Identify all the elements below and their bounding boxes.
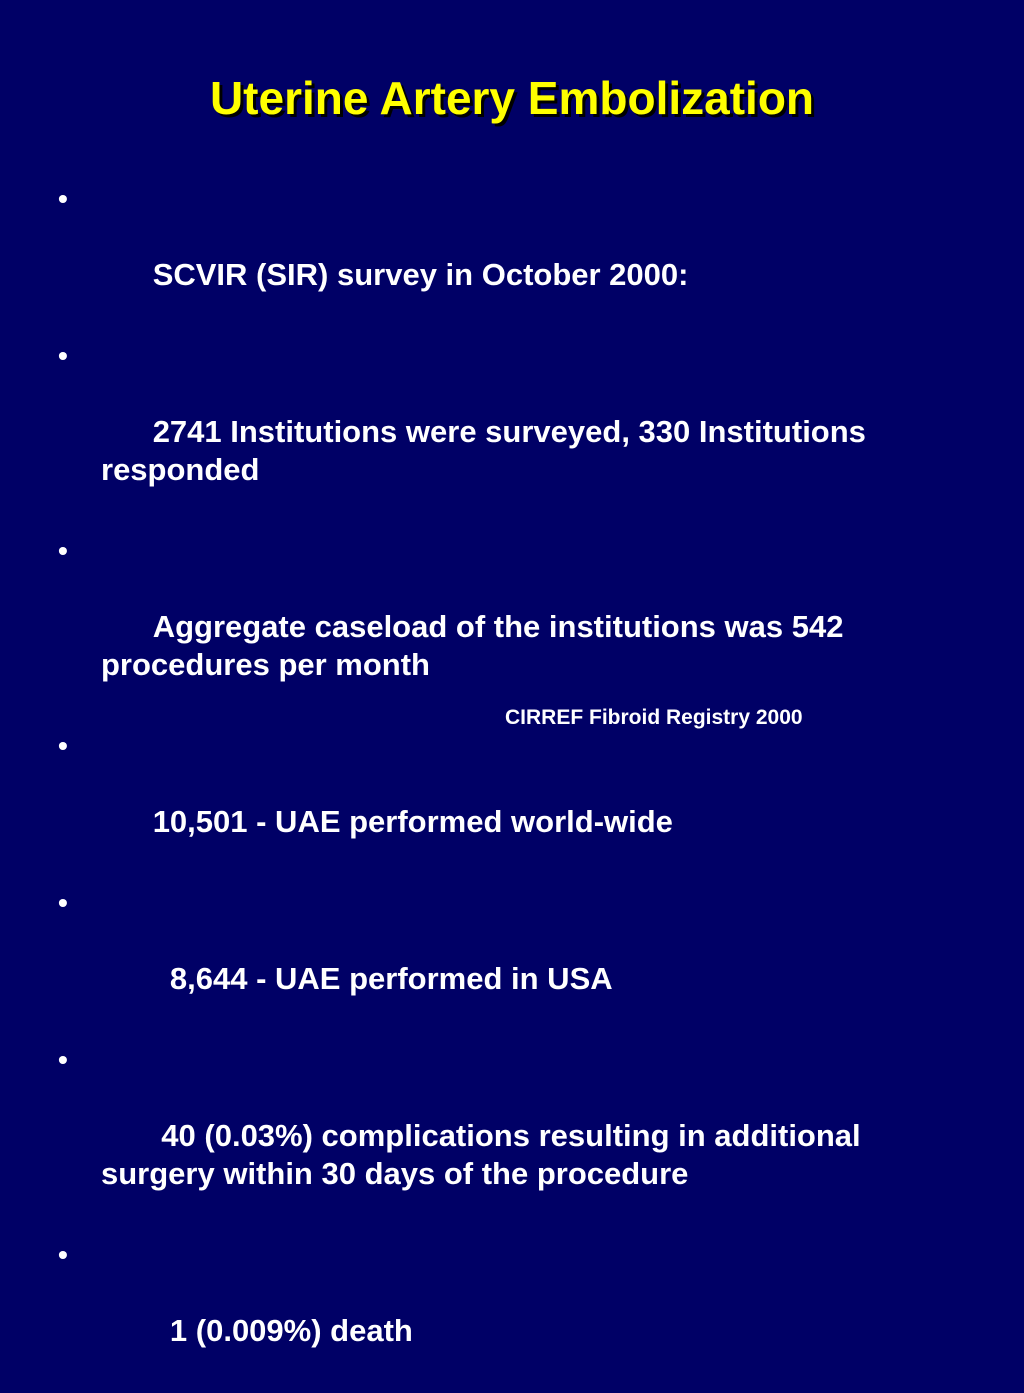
bullet-text: 10,501 - UAE performed world-wide: [152, 804, 673, 839]
bullet-dot-icon: •: [58, 183, 68, 214]
bullet-text: Aggregate caseload of the institutions was 542 procedures per month: [101, 609, 853, 682]
bullet-text: 8,644 - UAE performed in USA: [152, 961, 613, 996]
bullet-text: SCVIR (SIR) survey in October 2000:: [152, 257, 689, 292]
bullet-item: [58, 180, 958, 332]
bullet-item: [58, 1041, 958, 1231]
bullet-item: [58, 1236, 958, 1388]
bullet-item: [58, 337, 958, 527]
bullet-dot-icon: •: [58, 340, 68, 371]
bullet-text: 1 (0.009%) death: [152, 1313, 413, 1348]
bullet-dot-icon: •: [58, 1239, 68, 1270]
bullet-dot-icon: •: [58, 887, 68, 918]
slide-title: Uterine Artery Embolization: [209, 72, 815, 124]
bullet-item: [58, 532, 958, 722]
citation: CIRREF Fibroid Registry 2000: [505, 706, 803, 729]
bullet-item: [58, 884, 958, 1036]
bullet-dot-icon: •: [58, 730, 68, 761]
bullet-text: 2741 Institutions were surveyed, 330 Institutions responded: [101, 414, 875, 487]
bullet-dot-icon: •: [58, 535, 68, 566]
bullet-dot-icon: •: [58, 1044, 68, 1075]
bullet-list: [58, 180, 958, 1393]
bullet-text: 40 (0.03%) complications resulting in additional surgery within 30 days of the procedure: [101, 1118, 870, 1191]
bullet-item: [58, 727, 958, 879]
